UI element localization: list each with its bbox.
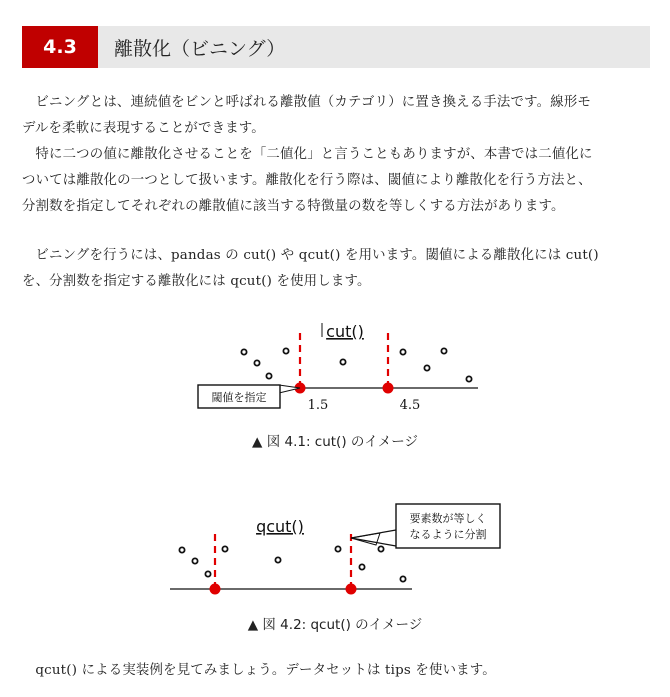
callout-threshold-text: 閾値を指定: [211, 391, 267, 404]
data-point: [378, 546, 383, 551]
data-points: [179, 546, 405, 581]
section-number: 4.3: [22, 26, 98, 68]
data-point: [400, 349, 405, 354]
data-point: [340, 359, 345, 364]
data-point: [205, 571, 210, 576]
section-title: 離散化（ビニング）: [114, 37, 286, 60]
paragraph-2: [22, 142, 650, 220]
paragraph-1: [22, 90, 650, 142]
threshold-label-1: 1.5: [307, 398, 329, 413]
data-point: [400, 576, 405, 581]
figure-cut-title: cut(): [326, 322, 364, 341]
data-point: [424, 365, 429, 370]
quantile-marker: [210, 584, 221, 595]
section-header: [22, 26, 650, 68]
data-point: [283, 348, 288, 353]
data-point: [254, 360, 259, 365]
figure-qcut: [0, 500, 670, 600]
callout-text-line-1: 要素数が等しく: [409, 512, 487, 525]
data-point: [241, 349, 246, 354]
figure-qcut-title: qcut(): [256, 517, 304, 536]
paragraph-line: ついては離散化の一つとして扱います。離散化を行う際は、閾値により離散化を行う方法と、: [22, 173, 592, 188]
data-point: [192, 558, 197, 563]
paragraph-line: ビニングを行うには、pandas の cut() や qcut() を用います。閾値による離散化には cut(): [35, 248, 599, 263]
threshold-label-2: 4.5: [399, 398, 421, 413]
figure-qcut-caption: ▲ 図 4.2: qcut() のイメージ: [247, 617, 423, 633]
paragraph-3: [22, 243, 650, 295]
data-point: [335, 546, 340, 551]
data-point: [359, 564, 364, 569]
figure-qcut-diagram: [0, 500, 670, 600]
paragraph-4: [22, 658, 650, 684]
data-point: [266, 373, 271, 378]
quantile-marker: [346, 584, 357, 595]
figure-cut-diagram: [0, 315, 670, 420]
paragraph-line: を、分割数を指定する離散化には qcut() を使用します。: [22, 274, 371, 289]
figure-cut: [0, 315, 670, 420]
data-point: [275, 557, 280, 562]
data-points: [241, 348, 471, 381]
paragraph-line: ビニングとは、連続値をビンと呼ばれる離散値（カテゴリ）に置き換える手法です。線形モ: [35, 95, 591, 110]
callout-text-line-2: なるように分割: [409, 528, 487, 541]
paragraph-line: 分割数を指定してそれぞれの離散値に該当する特徴量の数を等しくする方法があります。: [22, 199, 565, 214]
data-point: [179, 547, 184, 552]
paragraph-line: デルを柔軟に表現することができます。: [22, 121, 265, 136]
threshold-marker: [383, 383, 394, 394]
paragraph-line: qcut() による実装例を見てみましょう。データセットは tips を使います。: [35, 663, 496, 678]
data-point: [441, 348, 446, 353]
data-point: [466, 376, 471, 381]
data-point: [222, 546, 227, 551]
figure-cut-caption: ▲ 図 4.1: cut() のイメージ: [252, 434, 418, 450]
paragraph-line: 特に二つの値に離散化させることを「二値化」と言うこともありますが、本書では二値化に: [35, 147, 593, 162]
callout-box: [396, 504, 500, 548]
